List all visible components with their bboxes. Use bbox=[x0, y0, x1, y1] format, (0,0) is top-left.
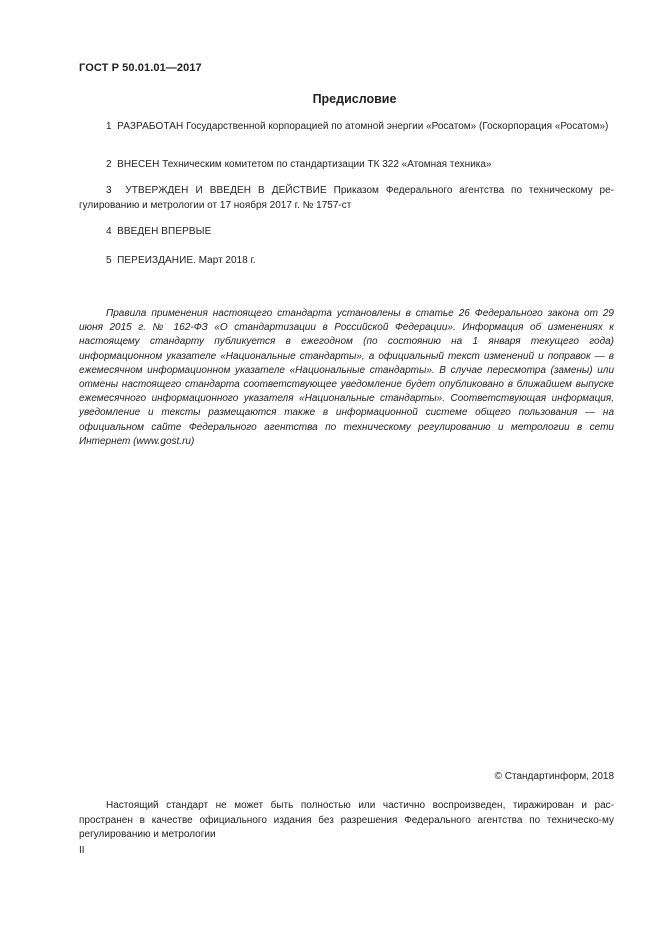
item-lead: ВНЕСЕН bbox=[117, 159, 160, 170]
item-lead: ПЕРЕИЗДАНИЕ bbox=[117, 255, 194, 266]
item-lead: ВВЕДЕН ВПЕРВЫЕ bbox=[117, 226, 212, 237]
item-lead: УТВЕРЖДЕН И ВВЕДЕН В ДЕЙСТВИЕ bbox=[125, 185, 327, 196]
reproduction-notice: Настоящий стандарт не может быть полностью или частично воспроизведен, тиражирован и рас-пространен в качестве официального издания без разрешения Федерального агентства по техническо-му регулированию и метрологии bbox=[79, 800, 614, 840]
item-text: . Март 2018 г. bbox=[193, 255, 256, 266]
item-lead: РАЗРАБОТАН bbox=[117, 121, 184, 132]
item-number: 1 bbox=[106, 121, 112, 132]
item-number: 4 bbox=[106, 226, 112, 237]
item-text: Приказом Федерального агентства по техническому ре-гулированию и метрологии от 17 ноября 2017 г. № 1757-ст bbox=[79, 185, 614, 211]
page-number: II bbox=[79, 845, 85, 856]
page-title: Предисловие bbox=[312, 92, 397, 106]
item-number: 3 bbox=[106, 185, 112, 196]
item-text: Государственной корпорацией по атомной энергии «Росатом» (Госкорпорация «Росатом») bbox=[183, 121, 609, 132]
foreword-item-1 bbox=[79, 120, 614, 135]
document-code: ГОСТ Р 50.01.01—2017 bbox=[79, 62, 202, 74]
foreword-item-4 bbox=[79, 225, 614, 240]
foreword-item-2 bbox=[79, 158, 614, 173]
item-number: 5 bbox=[106, 255, 112, 266]
copyright: © Стандартинформ, 2018 bbox=[494, 771, 614, 782]
item-number: 2 bbox=[106, 159, 112, 170]
application-rules-note: Правила применения настоящего стандарта установлены в статье 26 Федерального закона от 29 июня 2015 г. № 162-ФЗ «О стандартизации в Российской Федерации». Информация об изменениях к настоящему стандарту публикуется в ежегодном (по состоянию на 1 января текущего года) информационном указателе «Национальные стандарты», а официальный текст изменений и поправок — в ежемесячном информационном указателе «Национальные стандарты». В случае пересмотра (замены) или отмены настоящего стандарта соответствующее уведомление будет опубликовано в ближайшем выпуске ежемесячного информационного указателя «Национальные стандарты». Соответствующая информация, уведомление и тексты размещаются также в информационной системе общего пользования — на официальном сайте Федерального агентства по техническому регулированию и метрологии в сети Интернет (www.gost.ru) bbox=[79, 308, 614, 447]
item-text: Техническим комитетом по стандартизации ТК 322 «Атомная техника» bbox=[159, 159, 492, 170]
foreword-item-5 bbox=[79, 254, 614, 269]
foreword-item-3 bbox=[79, 184, 614, 213]
